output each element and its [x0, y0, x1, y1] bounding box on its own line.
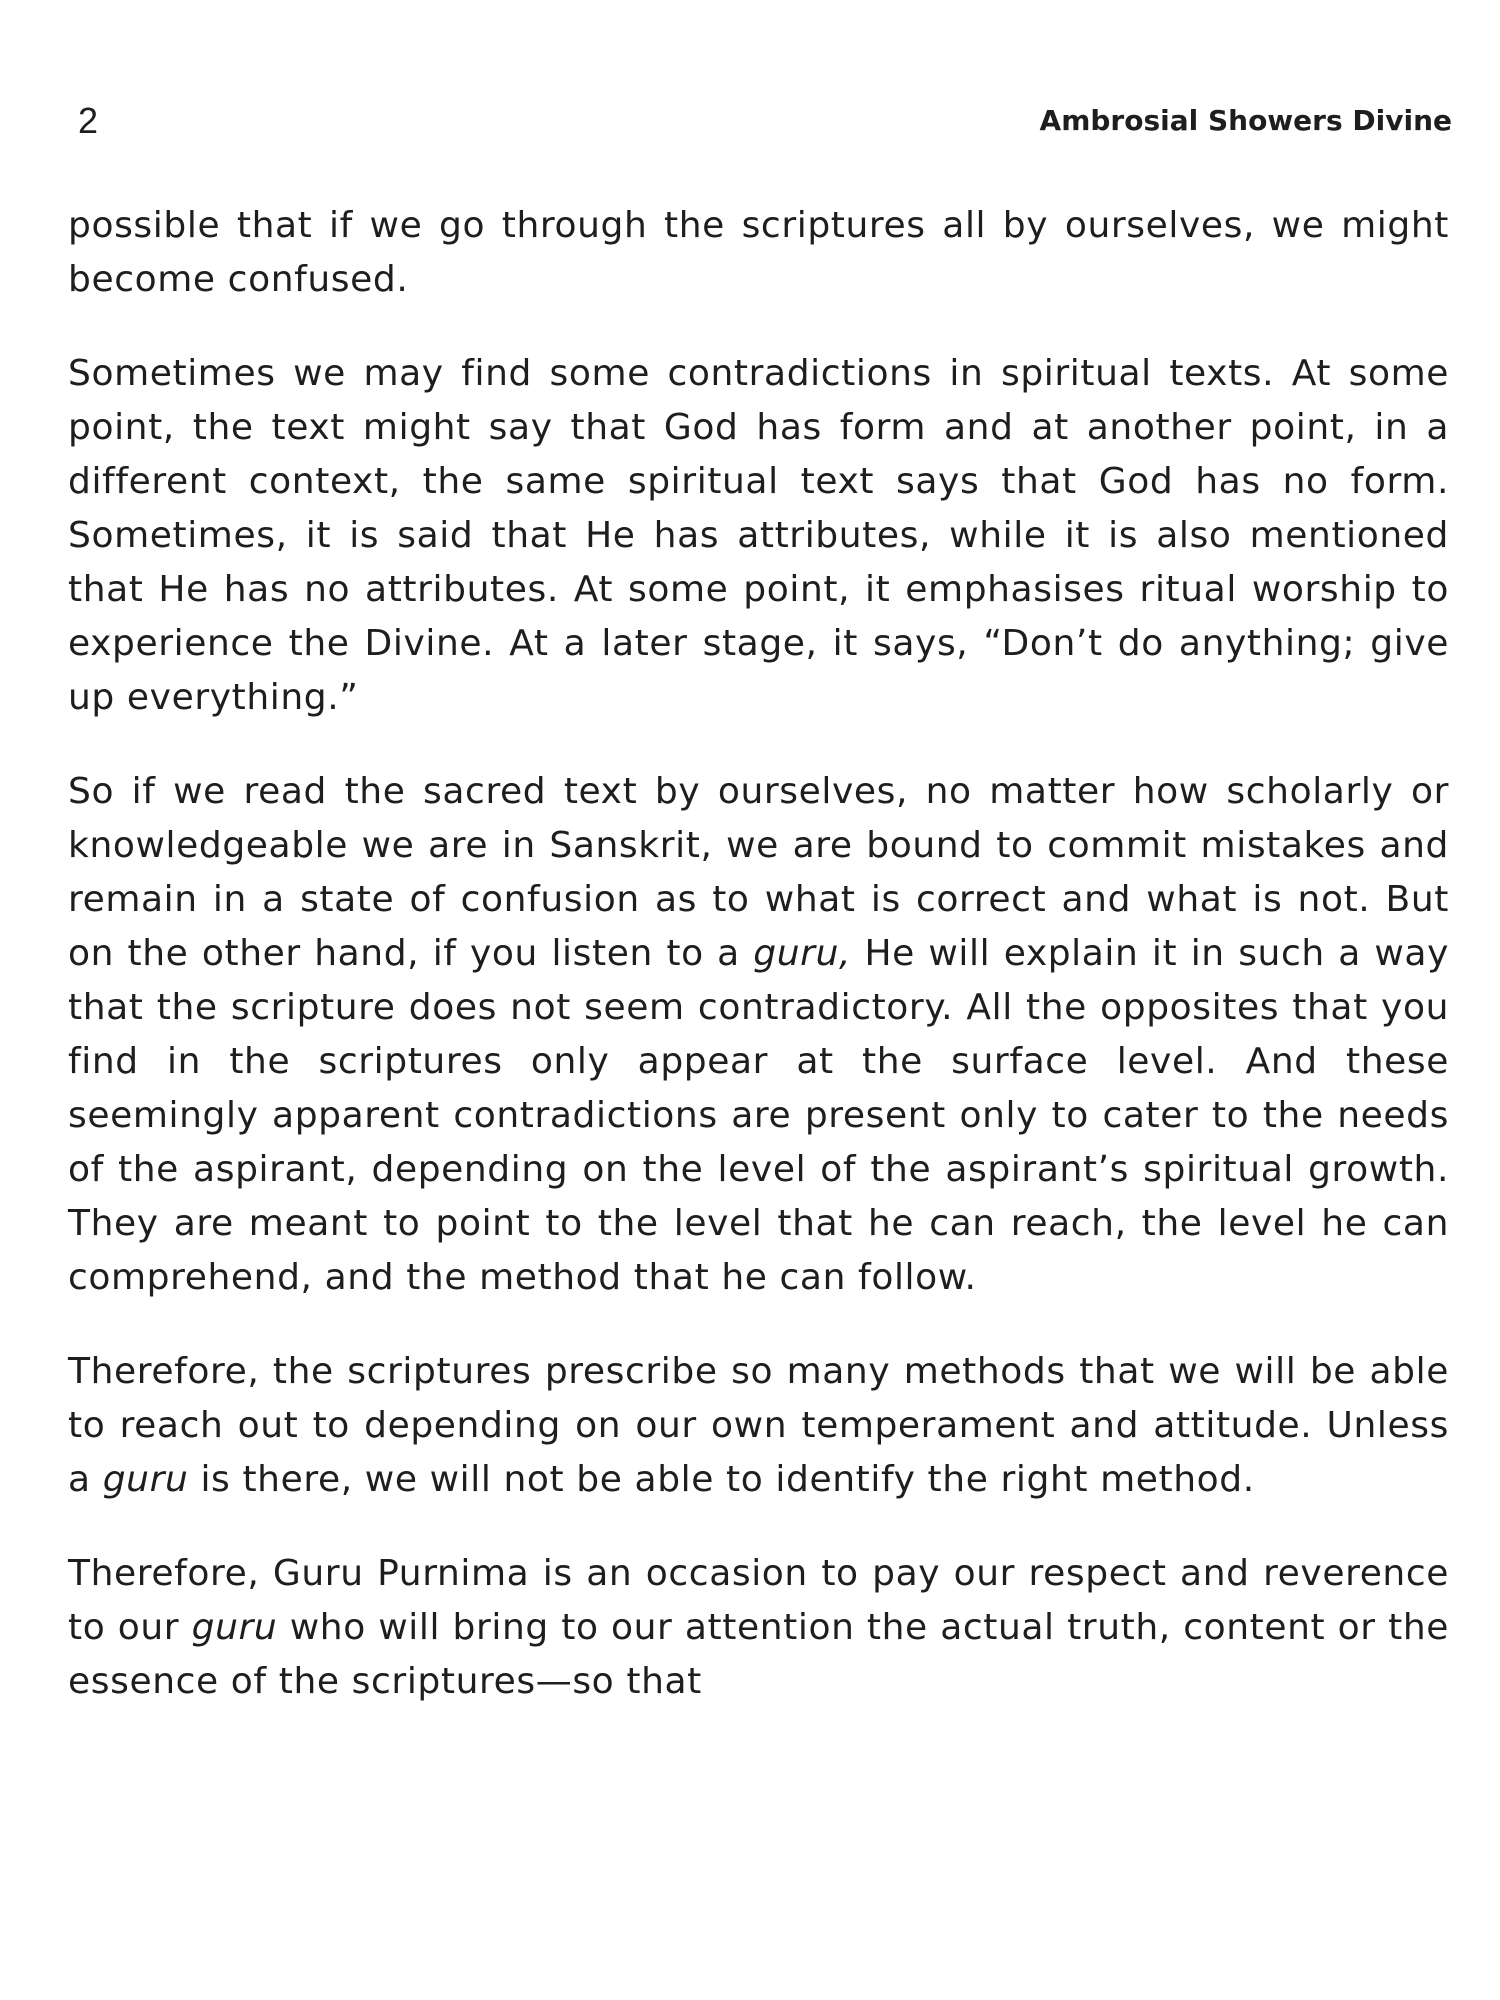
paragraph-4-text-b: is there, we will not be able to identify the right method. [188, 1459, 1255, 1500]
paragraph-2: Sometimes we may find some contradictions in spiritual texts. At some point, the text might say that God has form and at another point, in a different context, the same spiritual text says that God has no form. Sometimes, it is said that He has attributes, while it is also mentioned that He has no attributes. At some point, it emphasises ritual worship to experience the Divine. At a later stage, it says, “Don’t do anything; give up everything.” [68, 353, 1449, 718]
paragraph-5-text-a: Therefore, Guru Purnima is an occasion to pay our respect and reverence to our [68, 1553, 1449, 1648]
paragraph-5 [68, 1547, 1449, 1709]
paragraph-3-emphasis: guru, [753, 933, 852, 974]
paragraph-3-text-a: So if we read the sacred text by ourselves, no matter how scholarly or knowledgeable we are in Sanskrit, we are bound to commit mistakes and remain in a state of confusion as to what is correct and what is not. But on the other hand, if you listen to a [68, 771, 1449, 974]
paragraph-1: possible that if we go through the scriptures all by ourselves, we might become confused. [68, 205, 1449, 300]
running-title: Ambrosial Showers Divine [1039, 104, 1452, 137]
paragraph-3-text-b: He will explain it in such a way that the scripture does not seem contradictory. All the opposites that you find in the scriptures only appear at the surface level. And these seemingly apparent contradictions are present only to cater to the needs of the aspirant, depending on the level of the aspirant’s spiritual growth. They are meant to point to the level that he can reach, the level he can comprehend, and the method that he can follow. [68, 933, 1449, 1298]
paragraph-4-emphasis: guru [102, 1459, 189, 1500]
paragraph-4-text-a: Therefore, the scriptures prescribe so many methods that we will be able to reach out to depending on our own temperament and attitude. Unless a [68, 1351, 1449, 1500]
page-header [78, 100, 1452, 150]
paragraph-3 [68, 765, 1449, 1305]
page-number: 2 [78, 100, 99, 141]
paragraph-5-text-b: who will bring to our attention the actual truth, content or the essence of the scriptures—so that [68, 1607, 1449, 1702]
body-text [68, 199, 1449, 1749]
paragraph-5-emphasis: guru [191, 1607, 278, 1648]
paragraph-4 [68, 1345, 1449, 1507]
